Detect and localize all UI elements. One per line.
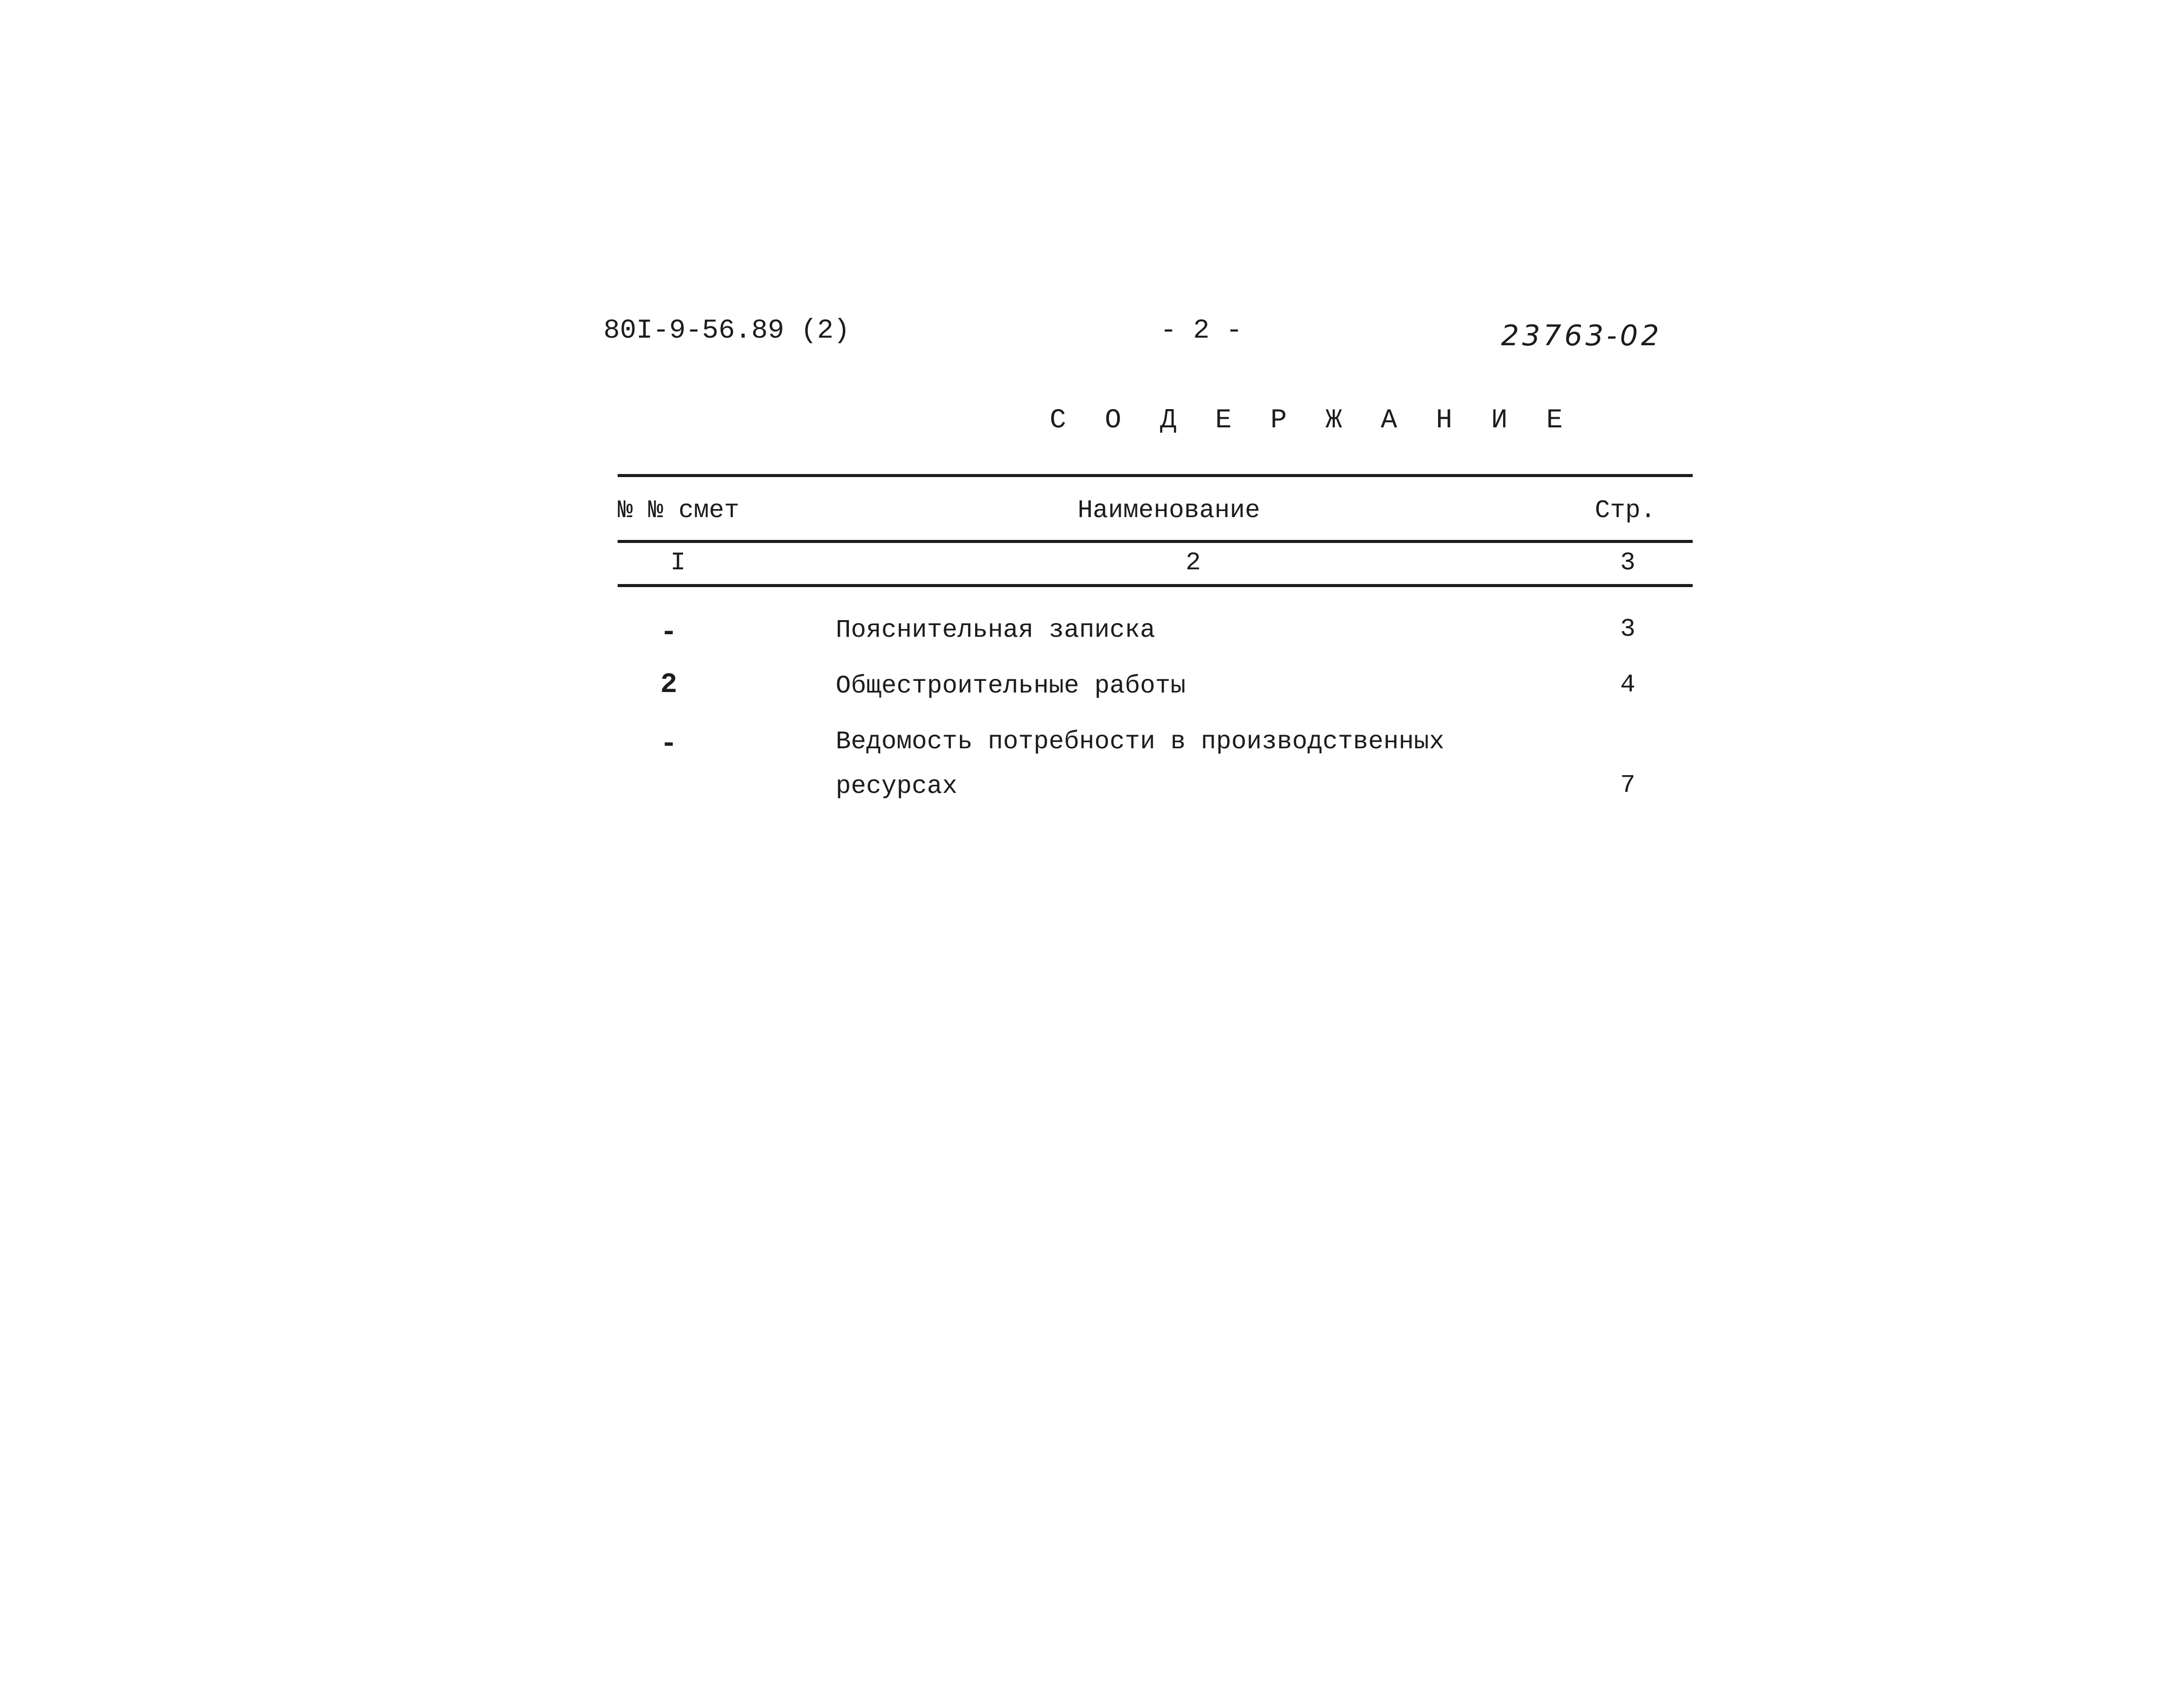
table-row-code: - (660, 728, 677, 760)
table-row-code: 2 (660, 668, 677, 701)
table-row-page: 7 (1620, 771, 1636, 800)
column-index-3: 3 (1620, 549, 1636, 577)
page-title: С О Д Е Р Ж А Н И Е (1050, 405, 1574, 436)
document-code: 80I-9-56.89 (2) (603, 315, 850, 346)
column-header-page: Стр. (1595, 496, 1656, 525)
table-row-name-continuation: ресурсах (836, 772, 958, 801)
table-row-page: 4 (1620, 671, 1636, 700)
column-header-name: Наименование (1078, 496, 1261, 525)
table-row-code: - (660, 616, 677, 648)
table-row-name: Общестроительные работы (836, 672, 1186, 701)
table-row-name: Пояснительная записка (836, 616, 1156, 645)
table-row-page: 3 (1620, 615, 1636, 644)
table-header-rule (618, 540, 1693, 543)
column-header-estimate-number: № № смет (618, 496, 740, 525)
column-index-1: I (670, 549, 686, 577)
page-number: - 2 - (1160, 315, 1243, 346)
table-body-rule (618, 584, 1693, 587)
table-row-name: Ведомость потребности в производственных (836, 728, 1445, 756)
handwritten-stamp: 23763-02 (1501, 319, 1662, 352)
table-top-rule (618, 474, 1693, 477)
column-index-2: 2 (1186, 549, 1201, 577)
